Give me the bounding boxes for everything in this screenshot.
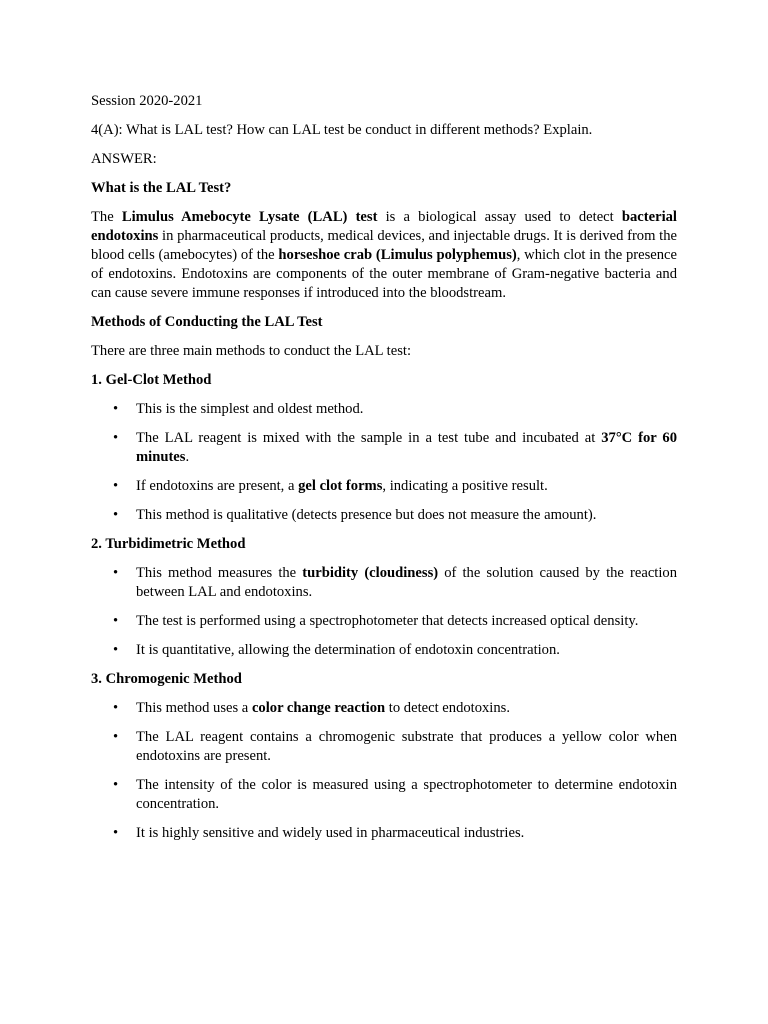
list-item xyxy=(91,641,677,660)
list-item-text: of the solution caused by the reaction between LAL and endotoxins. xyxy=(136,565,677,600)
list-item-text: It is highly sensitive and widely used in pharmaceutical industries. xyxy=(136,825,525,841)
list-item-text: The test is performed using a spectrophotometer that detects increased optical density. xyxy=(136,613,639,629)
para-text: in pharmaceutical products, medical devices, and injectable drugs. It is derived from the blood cells (amebocytes) of the xyxy=(91,228,677,263)
section-heading-what-is-lal: What is the LAL Test? xyxy=(91,180,232,196)
methods-intro: There are three main methods to conduct the LAL test: xyxy=(91,343,412,359)
bullet-icon: • xyxy=(113,777,119,793)
list-item xyxy=(91,776,677,814)
gel-clot-list xyxy=(91,400,677,525)
bullet-icon: • xyxy=(113,700,119,716)
list-item xyxy=(91,564,677,602)
list-item xyxy=(91,728,677,766)
list-item-text: This is the simplest and oldest method. xyxy=(136,401,364,417)
list-item-text: This method is qualitative (detects presence but does not measure the amount). xyxy=(136,507,597,523)
lal-definition-paragraph xyxy=(91,208,677,303)
list-item xyxy=(91,429,677,467)
question-line: 4(A): What is LAL test? How can LAL test be conduct in different methods? Explain. xyxy=(91,122,593,138)
list-item-text: to detect endotoxins. xyxy=(385,700,510,716)
list-item xyxy=(91,612,677,631)
bullet-icon: • xyxy=(113,642,119,658)
bullet-icon: • xyxy=(113,507,119,523)
bullet-icon: • xyxy=(113,401,119,417)
turbidimetric-list xyxy=(91,564,677,660)
method-heading-gel-clot: 1. Gel-Clot Method xyxy=(91,372,212,388)
para-text: The xyxy=(91,209,122,225)
list-item xyxy=(91,400,677,419)
list-item-text: The intensity of the color is measured using a spectrophotometer to determine endotoxin concentration. xyxy=(136,777,677,812)
method-heading-chromogenic: 3. Chromogenic Method xyxy=(91,671,242,687)
para-text: is a biological assay used to detect xyxy=(377,209,622,225)
chromogenic-list xyxy=(91,699,677,843)
bullet-icon: • xyxy=(113,430,119,446)
section-heading-methods: Methods of Conducting the LAL Test xyxy=(91,314,323,330)
document-page xyxy=(91,92,677,853)
list-item xyxy=(91,477,677,496)
list-item xyxy=(91,506,677,525)
para-bold-term: bacterial endotoxins xyxy=(91,209,677,244)
list-item-bold: 37°C for 60 minutes xyxy=(136,430,678,465)
list-item-text: The LAL reagent is mixed with the sample in a test tube and incubated at xyxy=(136,430,602,446)
list-item-bold: turbidity (cloudiness) xyxy=(302,565,439,581)
bullet-icon: • xyxy=(113,825,119,841)
answer-label: ANSWER: xyxy=(91,151,157,167)
list-item-text: . xyxy=(185,449,190,465)
list-item-text: , indicating a positive result. xyxy=(382,478,548,494)
list-item-text: This method uses a xyxy=(136,700,252,716)
bullet-icon: • xyxy=(113,478,119,494)
list-item-bold: gel clot forms xyxy=(298,478,383,494)
bullet-icon: • xyxy=(113,613,119,629)
session-line: Session 2020-2021 xyxy=(91,93,203,109)
method-heading-turbidimetric: 2. Turbidimetric Method xyxy=(91,536,246,552)
para-bold-term: horseshoe crab (Limulus polyphemus) xyxy=(278,247,517,263)
list-item-text: The LAL reagent contains a chromogenic substrate that produces a yellow color when endotoxins are present. xyxy=(136,729,677,764)
list-item-text: If endotoxins are present, a xyxy=(136,478,299,494)
para-bold-term: Limulus Amebocyte Lysate (LAL) test xyxy=(121,209,378,225)
para-text: , which clot in the presence of endotoxins. Endotoxins are components of the outer membrane of Gram-negative bacteria and can cause severe immune responses if introduced into the bloodstream. xyxy=(91,247,677,301)
list-item-text: This method measures the xyxy=(136,565,303,581)
list-item-bold: color change reaction xyxy=(251,700,386,716)
list-item-text: It is quantitative, allowing the determination of endotoxin concentration. xyxy=(136,642,560,658)
bullet-icon: • xyxy=(113,565,119,581)
bullet-icon: • xyxy=(113,729,119,745)
list-item xyxy=(91,824,677,843)
list-item xyxy=(91,699,677,718)
